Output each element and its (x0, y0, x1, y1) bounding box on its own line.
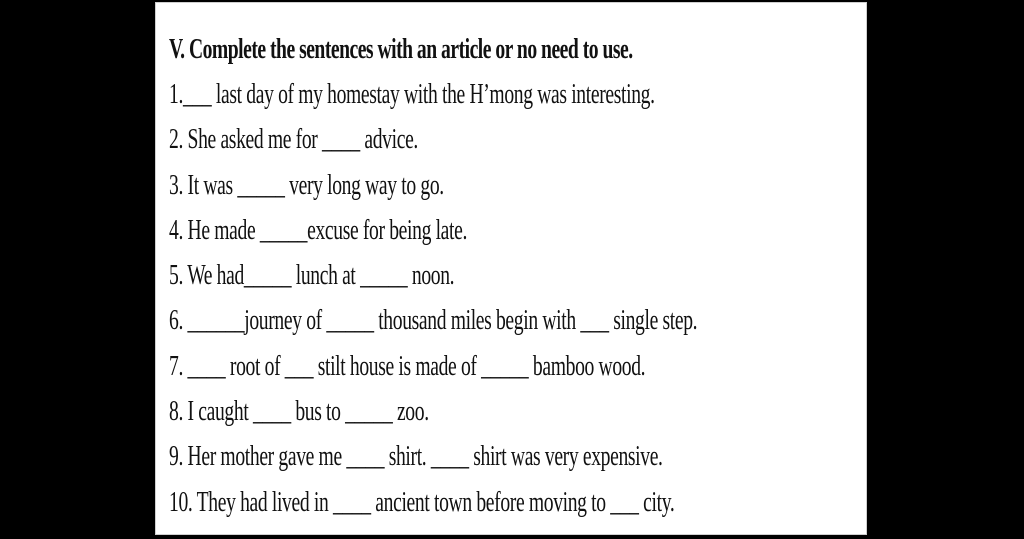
worksheet-page (155, 2, 867, 535)
sentence-8: 8. I caught ____ bus to _____ zoo. (169, 396, 429, 428)
exercise-sheet (169, 27, 869, 525)
sentence-10: 10. They had lived in ____ ancient town before moving to ___ city. (169, 486, 675, 518)
sentence-5: 5. We had_____ lunch at _____ noon. (169, 260, 455, 292)
sentence-3: 3. It was _____ very long way to go. (169, 169, 444, 201)
sentence-2: 2. She asked me for ____ advice. (169, 124, 418, 156)
sentence-4: 4. He made _____excuse for being late. (169, 214, 468, 246)
sentence-7: 7. ____ root of ___ stilt house is made of _____ bamboo wood. (169, 350, 646, 382)
sentence-6: 6. ______journey of _____ thousand miles begin with ___ single step. (169, 305, 698, 337)
exercise-title: V. Complete the sentences with an article or no need to use. (169, 33, 633, 65)
sentence-1: 1.___ last day of my homestay with the H’mong was interesting. (169, 78, 655, 110)
sentence-9: 9. Her mother gave me ____ shirt. ____ shirt was very expensive. (169, 441, 663, 473)
